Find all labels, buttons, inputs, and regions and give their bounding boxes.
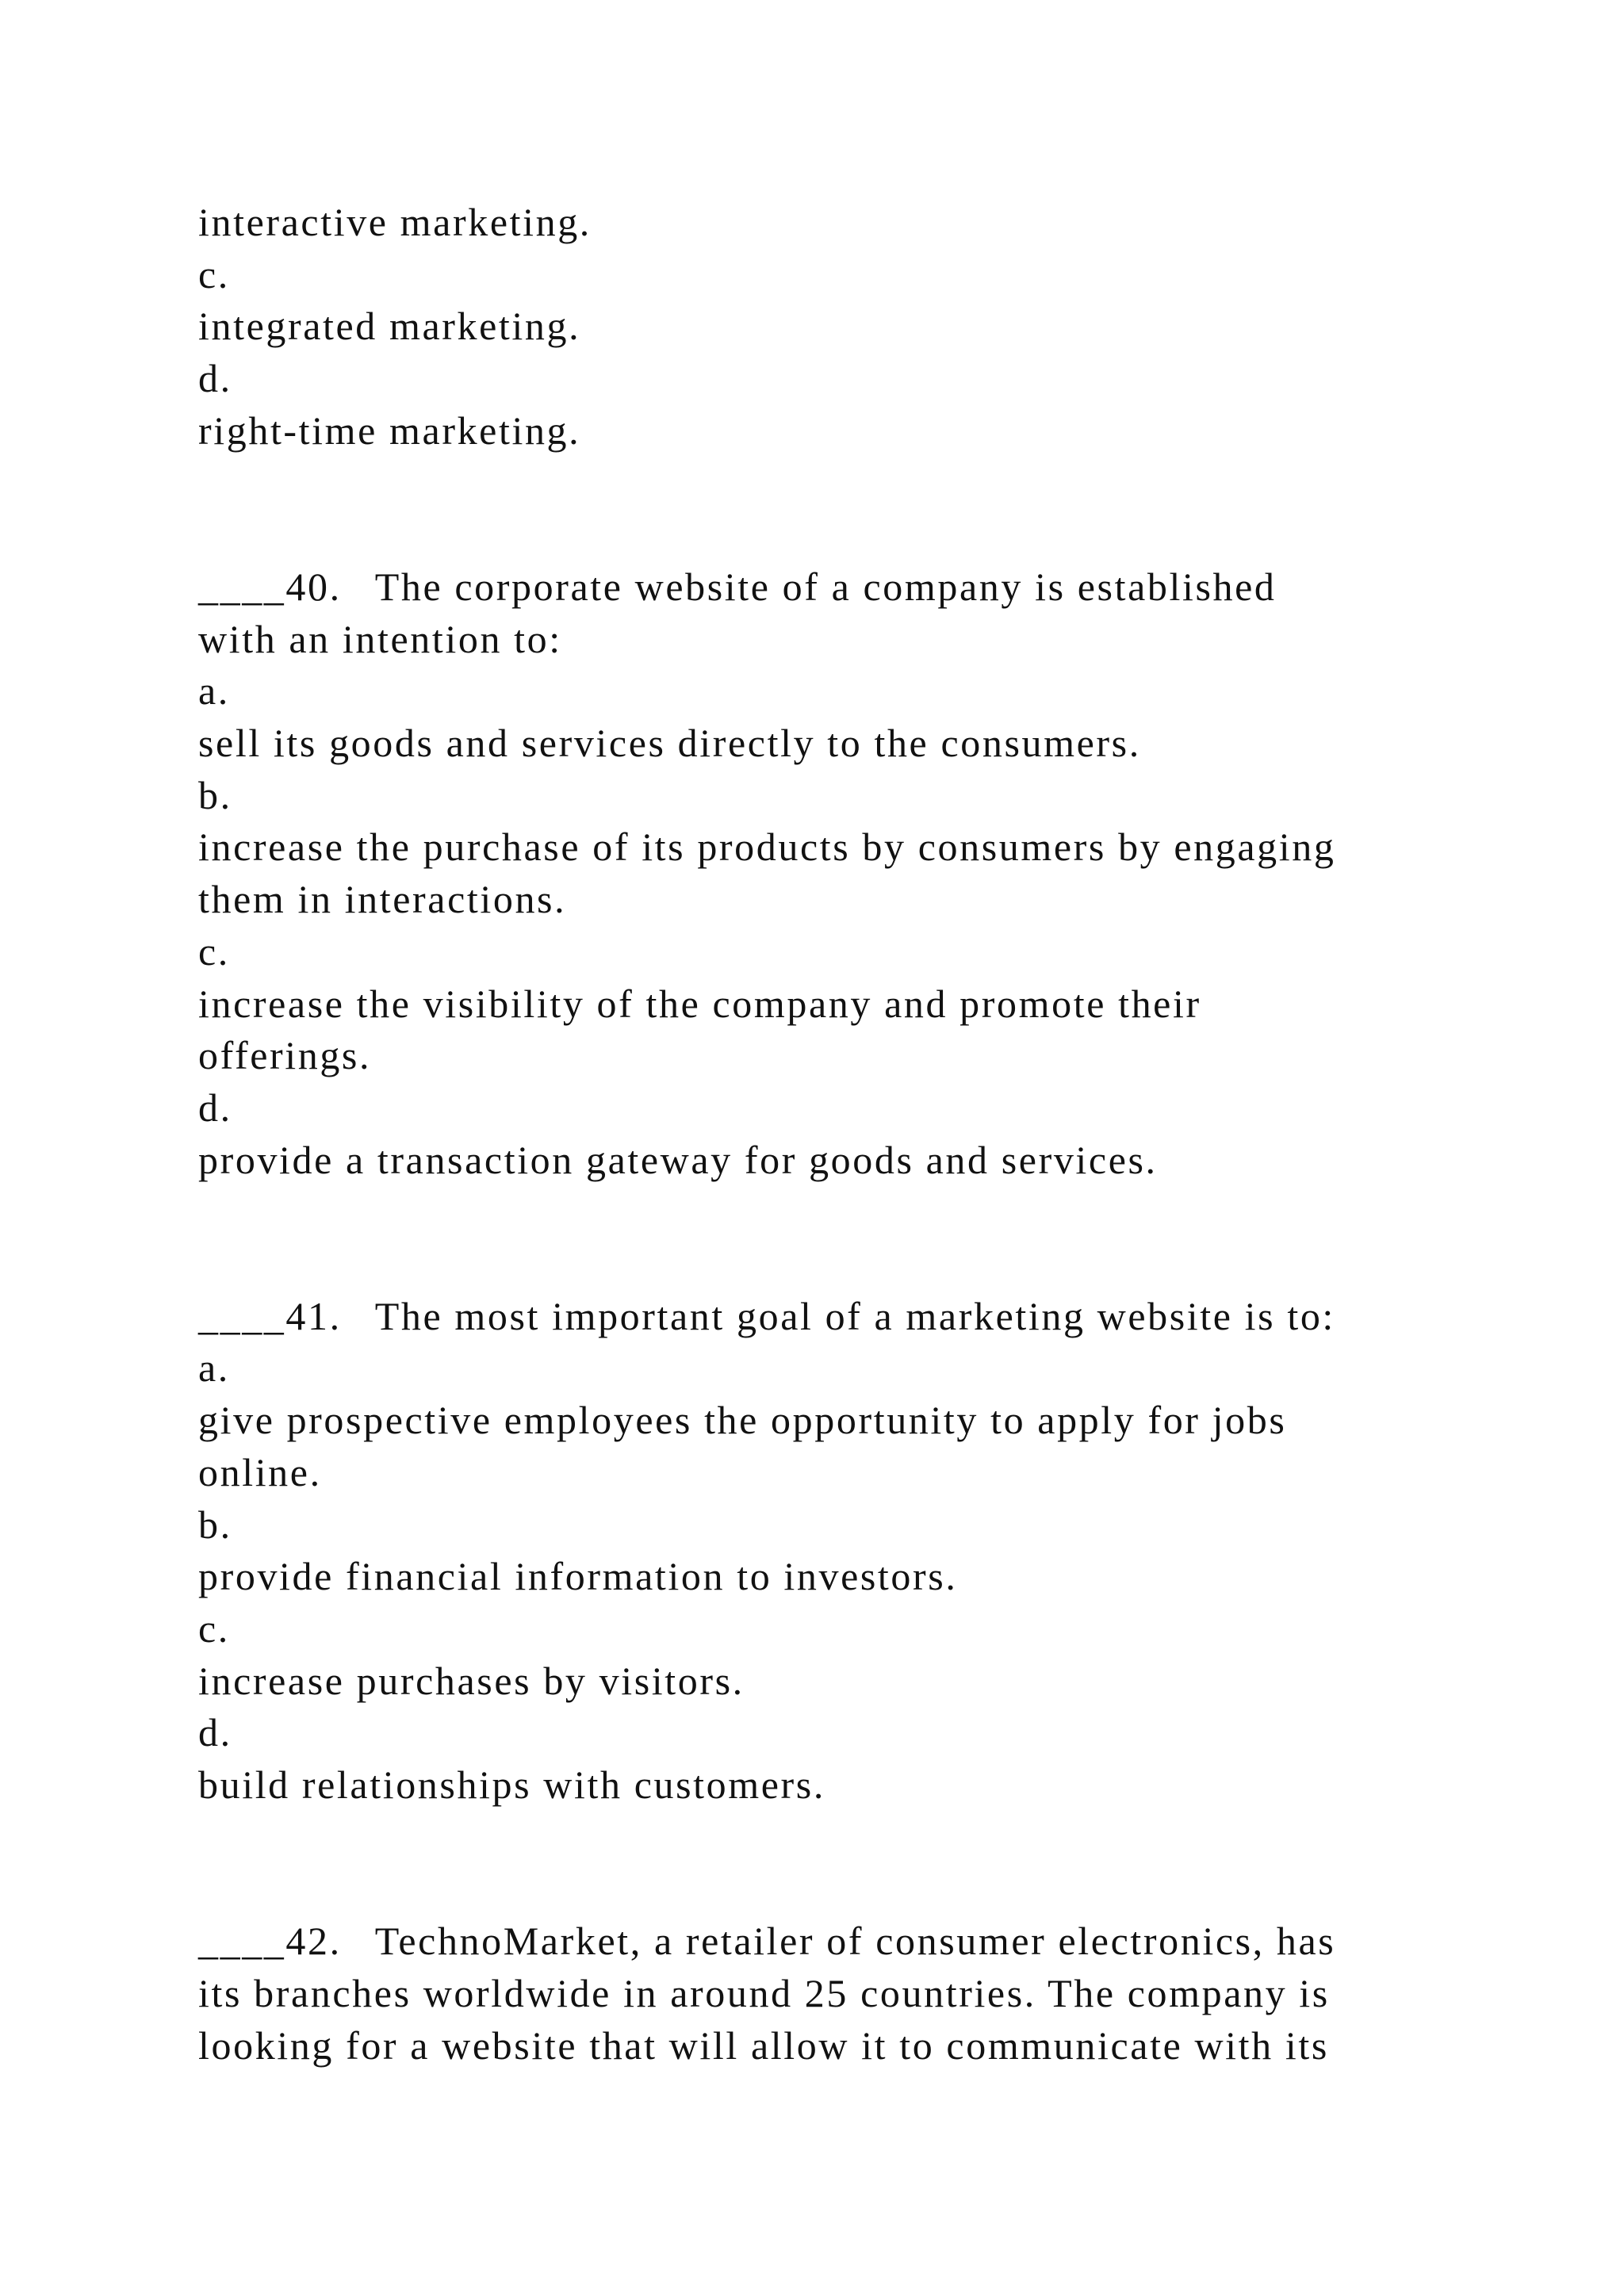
question-number: 42. — [285, 1919, 342, 1964]
question-stem-first-line — [198, 1291, 1507, 1343]
question-stem-first-line — [198, 1915, 1507, 1968]
option-text: them in interactions. — [198, 877, 567, 922]
option-letter: c. — [198, 1605, 230, 1651]
option-text: provide a transaction gateway for goods and services. — [198, 1137, 1158, 1182]
option-letter: d. — [198, 1085, 232, 1130]
previous-question-continuation — [198, 197, 1507, 457]
option-letter: d. — [198, 1710, 232, 1755]
question-stem-text: TechnoMarket, a retailer of consumer electronics, has — [374, 1919, 1336, 1964]
question-stem-text: its branches worldwide in around 25 countries. The company is — [198, 1970, 1330, 2015]
question-stem-text: The most important goal of a marketing website is to: — [374, 1293, 1335, 1338]
option-text: integrated marketing. — [198, 304, 581, 349]
question-stem-text: The corporate website of a company is established — [374, 564, 1277, 609]
option-letter: c. — [198, 928, 230, 974]
option-text: offerings. — [198, 1033, 372, 1078]
option-text: sell its goods and services directly to the consumers. — [198, 721, 1141, 766]
option-letter: d. — [198, 356, 232, 401]
option-letter: a. — [198, 1345, 230, 1391]
question-stem-text: with an intention to: — [198, 616, 562, 661]
option-text: interactive marketing. — [198, 200, 592, 244]
option-text: right-time marketing. — [198, 408, 581, 453]
option-text: increase the visibility of the company and promote their — [198, 981, 1201, 1026]
spacer — [198, 1812, 1507, 1915]
document-body — [198, 197, 1507, 2072]
spacer — [198, 1186, 1507, 1290]
option-letter: a. — [198, 668, 230, 714]
option-text: increase purchases by visitors. — [198, 1658, 745, 1703]
question-42 — [198, 1915, 1507, 2072]
spacer — [198, 457, 1507, 561]
answer-blank: ____ — [198, 1919, 286, 1964]
option-letter: b. — [198, 772, 232, 817]
option-letter: c. — [198, 251, 230, 297]
option-text: increase the purchase of its products by consumers by engaging — [198, 825, 1336, 870]
option-text: build relationships with customers. — [198, 1762, 825, 1808]
option-letter: b. — [198, 1502, 232, 1547]
answer-blank: ____ — [198, 564, 286, 609]
question-number: 41. — [285, 1293, 342, 1338]
question-40 — [198, 561, 1507, 1186]
option-text: provide financial information to investors. — [198, 1554, 958, 1599]
question-41 — [198, 1291, 1507, 1812]
question-stem-text: looking for a website that will allow it to communicate with its — [198, 2022, 1329, 2068]
option-text: online. — [198, 1449, 322, 1494]
question-number: 40. — [285, 564, 342, 609]
option-text: give prospective employees the opportunity to apply for jobs — [198, 1398, 1287, 1443]
question-stem-first-line — [198, 561, 1507, 614]
answer-blank: ____ — [198, 1293, 286, 1338]
